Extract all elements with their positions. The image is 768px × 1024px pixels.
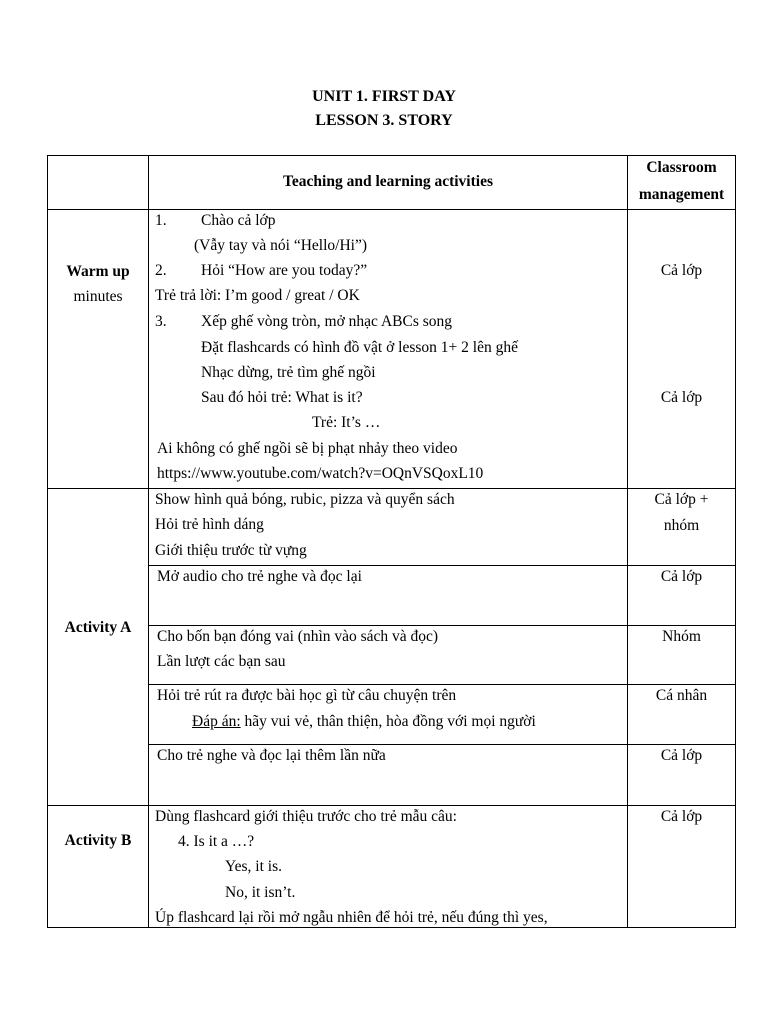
activity-a-row4-line1: Hỏi trẻ rút ra được bài học gì từ câu chuyện trên [157, 687, 457, 704]
answer-label: Đáp án: [192, 713, 241, 730]
warmup-num-1: 1. [155, 212, 167, 229]
warmup-line-6: Đặt flashcards có hình đồ vật ở lesson 1+ 2 lên ghế [201, 339, 518, 356]
table-border [47, 488, 736, 489]
warmup-video-link[interactable]: https://www.youtube.com/watch?v=OQnVSQoxL10 [157, 465, 484, 482]
activity-a-row2-management: Cả lớp [660, 568, 703, 585]
activity-a-row3-line2: Lần lượt các bạn sau [157, 653, 286, 670]
activity-a-row1-line1: Show hình quả bóng, rubic, pizza và quyển sách [155, 491, 455, 508]
warmup-line-9: Trẻ: It’s … [312, 414, 381, 431]
table-border [148, 565, 736, 566]
activity-b-line2: 4. Is it a …? [178, 833, 255, 850]
activity-a-label: Activity A [64, 619, 132, 636]
warmup-minutes: minutes [73, 288, 123, 305]
table-border [148, 684, 736, 685]
activity-b-line5: Úp flashcard lại rồi mở ngẫu nhiên để hỏi trẻ, nếu đúng thì yes, [155, 909, 548, 926]
table-border [47, 805, 736, 806]
activity-a-row4-management: Cá nhân [655, 687, 708, 704]
activity-a-row1-management-line1: Cả lớp + [654, 491, 709, 508]
warmup-line-7: Nhạc dừng, trẻ tìm ghế ngồi [201, 364, 376, 381]
activity-b-label: Activity B [64, 832, 132, 849]
activity-a-row4-answer [192, 712, 536, 732]
activity-a-row2-line1: Mở audio cho trẻ nghe và đọc lại [157, 568, 362, 585]
activity-b-line4: No, it isn’t. [225, 884, 296, 901]
lesson-title: LESSON 3. STORY [315, 112, 453, 129]
warmup-line-8: Sau đó hỏi trẻ: What is it? [201, 389, 363, 406]
warmup-management-2: Cả lớp [660, 389, 703, 406]
table-border [735, 155, 736, 928]
warmup-label: Warm up [66, 263, 130, 280]
table-border [47, 209, 736, 210]
warmup-line-10: Ai không có ghế ngồi sẽ bị phạt nhảy theo video [157, 440, 458, 457]
activity-a-row3-management: Nhóm [662, 628, 701, 645]
activity-a-row1-line3: Giới thiệu trước từ vựng [155, 542, 307, 559]
answer-text: hãy vui vẻ, thân thiện, hòa đồng với mọi người [240, 713, 536, 730]
header-activities: Teaching and learning activities [283, 173, 493, 190]
unit-title: UNIT 1. FIRST DAY [312, 88, 456, 105]
warmup-line-4: Trẻ trả lời: I’m good / great / OK [155, 287, 360, 304]
activity-a-row1-line2: Hỏi trẻ hình dáng [155, 516, 264, 533]
activity-a-row1-management-line2: nhóm [663, 517, 700, 534]
warmup-line-2: (Vẫy tay và nói “Hello/Hi”) [194, 237, 368, 254]
activity-a-row3-line1: Cho bốn bạn đóng vai (nhìn vào sách và đọc) [157, 628, 439, 645]
warmup-line-1: Chào cả lớp [201, 212, 276, 229]
activity-b-line3: Yes, it is. [225, 858, 283, 875]
warmup-management-1: Cả lớp [660, 262, 703, 279]
warmup-num-2: 2. [155, 262, 167, 279]
table-border [148, 625, 736, 626]
activity-a-row5-management: Cả lớp [660, 747, 703, 764]
warmup-line-3: Hỏi “How are you today?” [201, 262, 368, 279]
warmup-num-3: 3. [155, 313, 167, 330]
warmup-line-5: Xếp ghế vòng tròn, mở nhạc ABCs song [201, 313, 453, 330]
activity-b-line1: Dùng flashcard giới thiệu trước cho trẻ mẫu câu: [155, 808, 457, 825]
header-management-line1: Classroom [646, 159, 717, 176]
table-border [148, 155, 149, 928]
activity-a-row5-line1: Cho trẻ nghe và đọc lại thêm lần nữa [157, 747, 386, 764]
activity-b-management: Cả lớp [660, 808, 703, 825]
table-border [47, 155, 736, 156]
table-border [148, 744, 736, 745]
header-management-line2: management [638, 186, 725, 203]
